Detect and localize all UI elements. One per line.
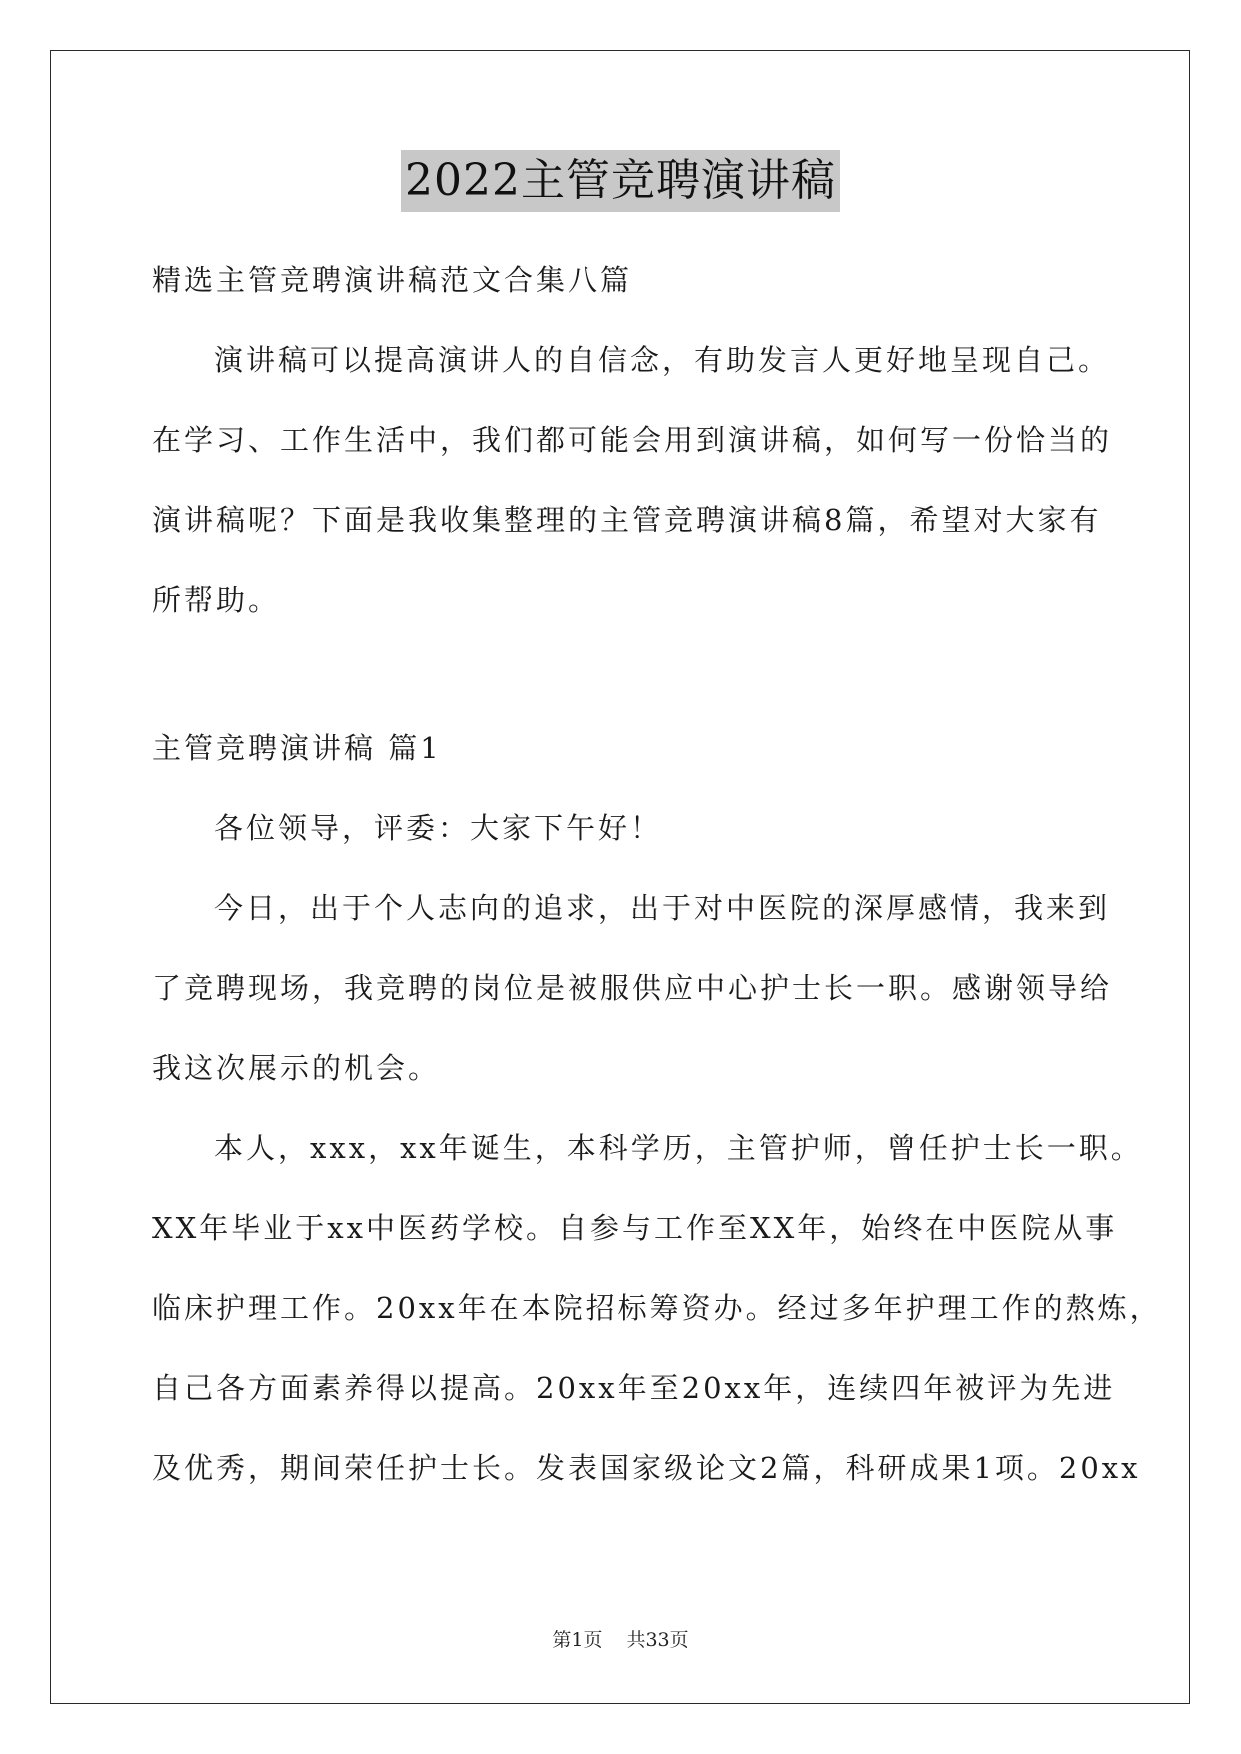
greeting: 各位领导，评委：大家下午好！ bbox=[214, 811, 663, 845]
paragraph-line: 我这次展示的机会。 bbox=[152, 1051, 441, 1085]
page-footer bbox=[0, 1625, 1241, 1652]
paragraph-line: 所帮助。 bbox=[152, 583, 281, 617]
paragraph-line: 演讲稿呢？下面是我收集整理的主管竞聘演讲稿8篇，希望对大家有 bbox=[152, 503, 1102, 537]
intro-paragraph bbox=[152, 320, 1113, 640]
document-subtitle: 精选主管竞聘演讲稿范文合集八篇 bbox=[152, 263, 633, 297]
paragraph-line: 了竞聘现场，我竞聘的岗位是被服供应中心护士长一职。感谢领导给 bbox=[152, 971, 1113, 1005]
section-heading: 主管竞聘演讲稿 篇1 bbox=[152, 731, 442, 765]
paragraph-line: 及优秀，期间荣任护士长。发表国家级论文2篇，科研成果1项。20xx bbox=[152, 1451, 1141, 1485]
paragraph-1 bbox=[152, 868, 1113, 1108]
paragraph-line: 自己各方面素养得以提高。20xx年至20xx年，连续四年被评为先进 bbox=[152, 1371, 1116, 1405]
paragraph-line: 本人，xxx，xx年诞生，本科学历，主管护师，曾任护士长一职。 bbox=[214, 1131, 1143, 1165]
paragraph-line: 今日，出于个人志向的追求，出于对中医院的深厚感情，我来到 bbox=[214, 891, 1111, 925]
paragraph-line: XX年毕业于xx中医药学校。自参与工作至XX年，始终在中医院从事 bbox=[152, 1211, 1118, 1245]
paragraph-line: 临床护理工作。20xx年在本院招标筹资办。经过多年护理工作的熬炼， bbox=[152, 1291, 1162, 1325]
title-container bbox=[0, 150, 1241, 212]
spacer bbox=[152, 640, 1092, 708]
paragraph-line: 演讲稿可以提高演讲人的自信念，有助发言人更好地呈现自己。 bbox=[214, 343, 1111, 377]
document-title: 2022主管竞聘演讲稿 bbox=[401, 150, 840, 212]
paragraph-2 bbox=[152, 1108, 1162, 1508]
paragraph-line: 在学习、工作生活中，我们都可能会用到演讲稿，如何写一份恰当的 bbox=[152, 423, 1113, 457]
page-number: 第1页 bbox=[552, 1629, 603, 1651]
page-count: 共33页 bbox=[626, 1629, 689, 1651]
document-body bbox=[152, 240, 1162, 1508]
